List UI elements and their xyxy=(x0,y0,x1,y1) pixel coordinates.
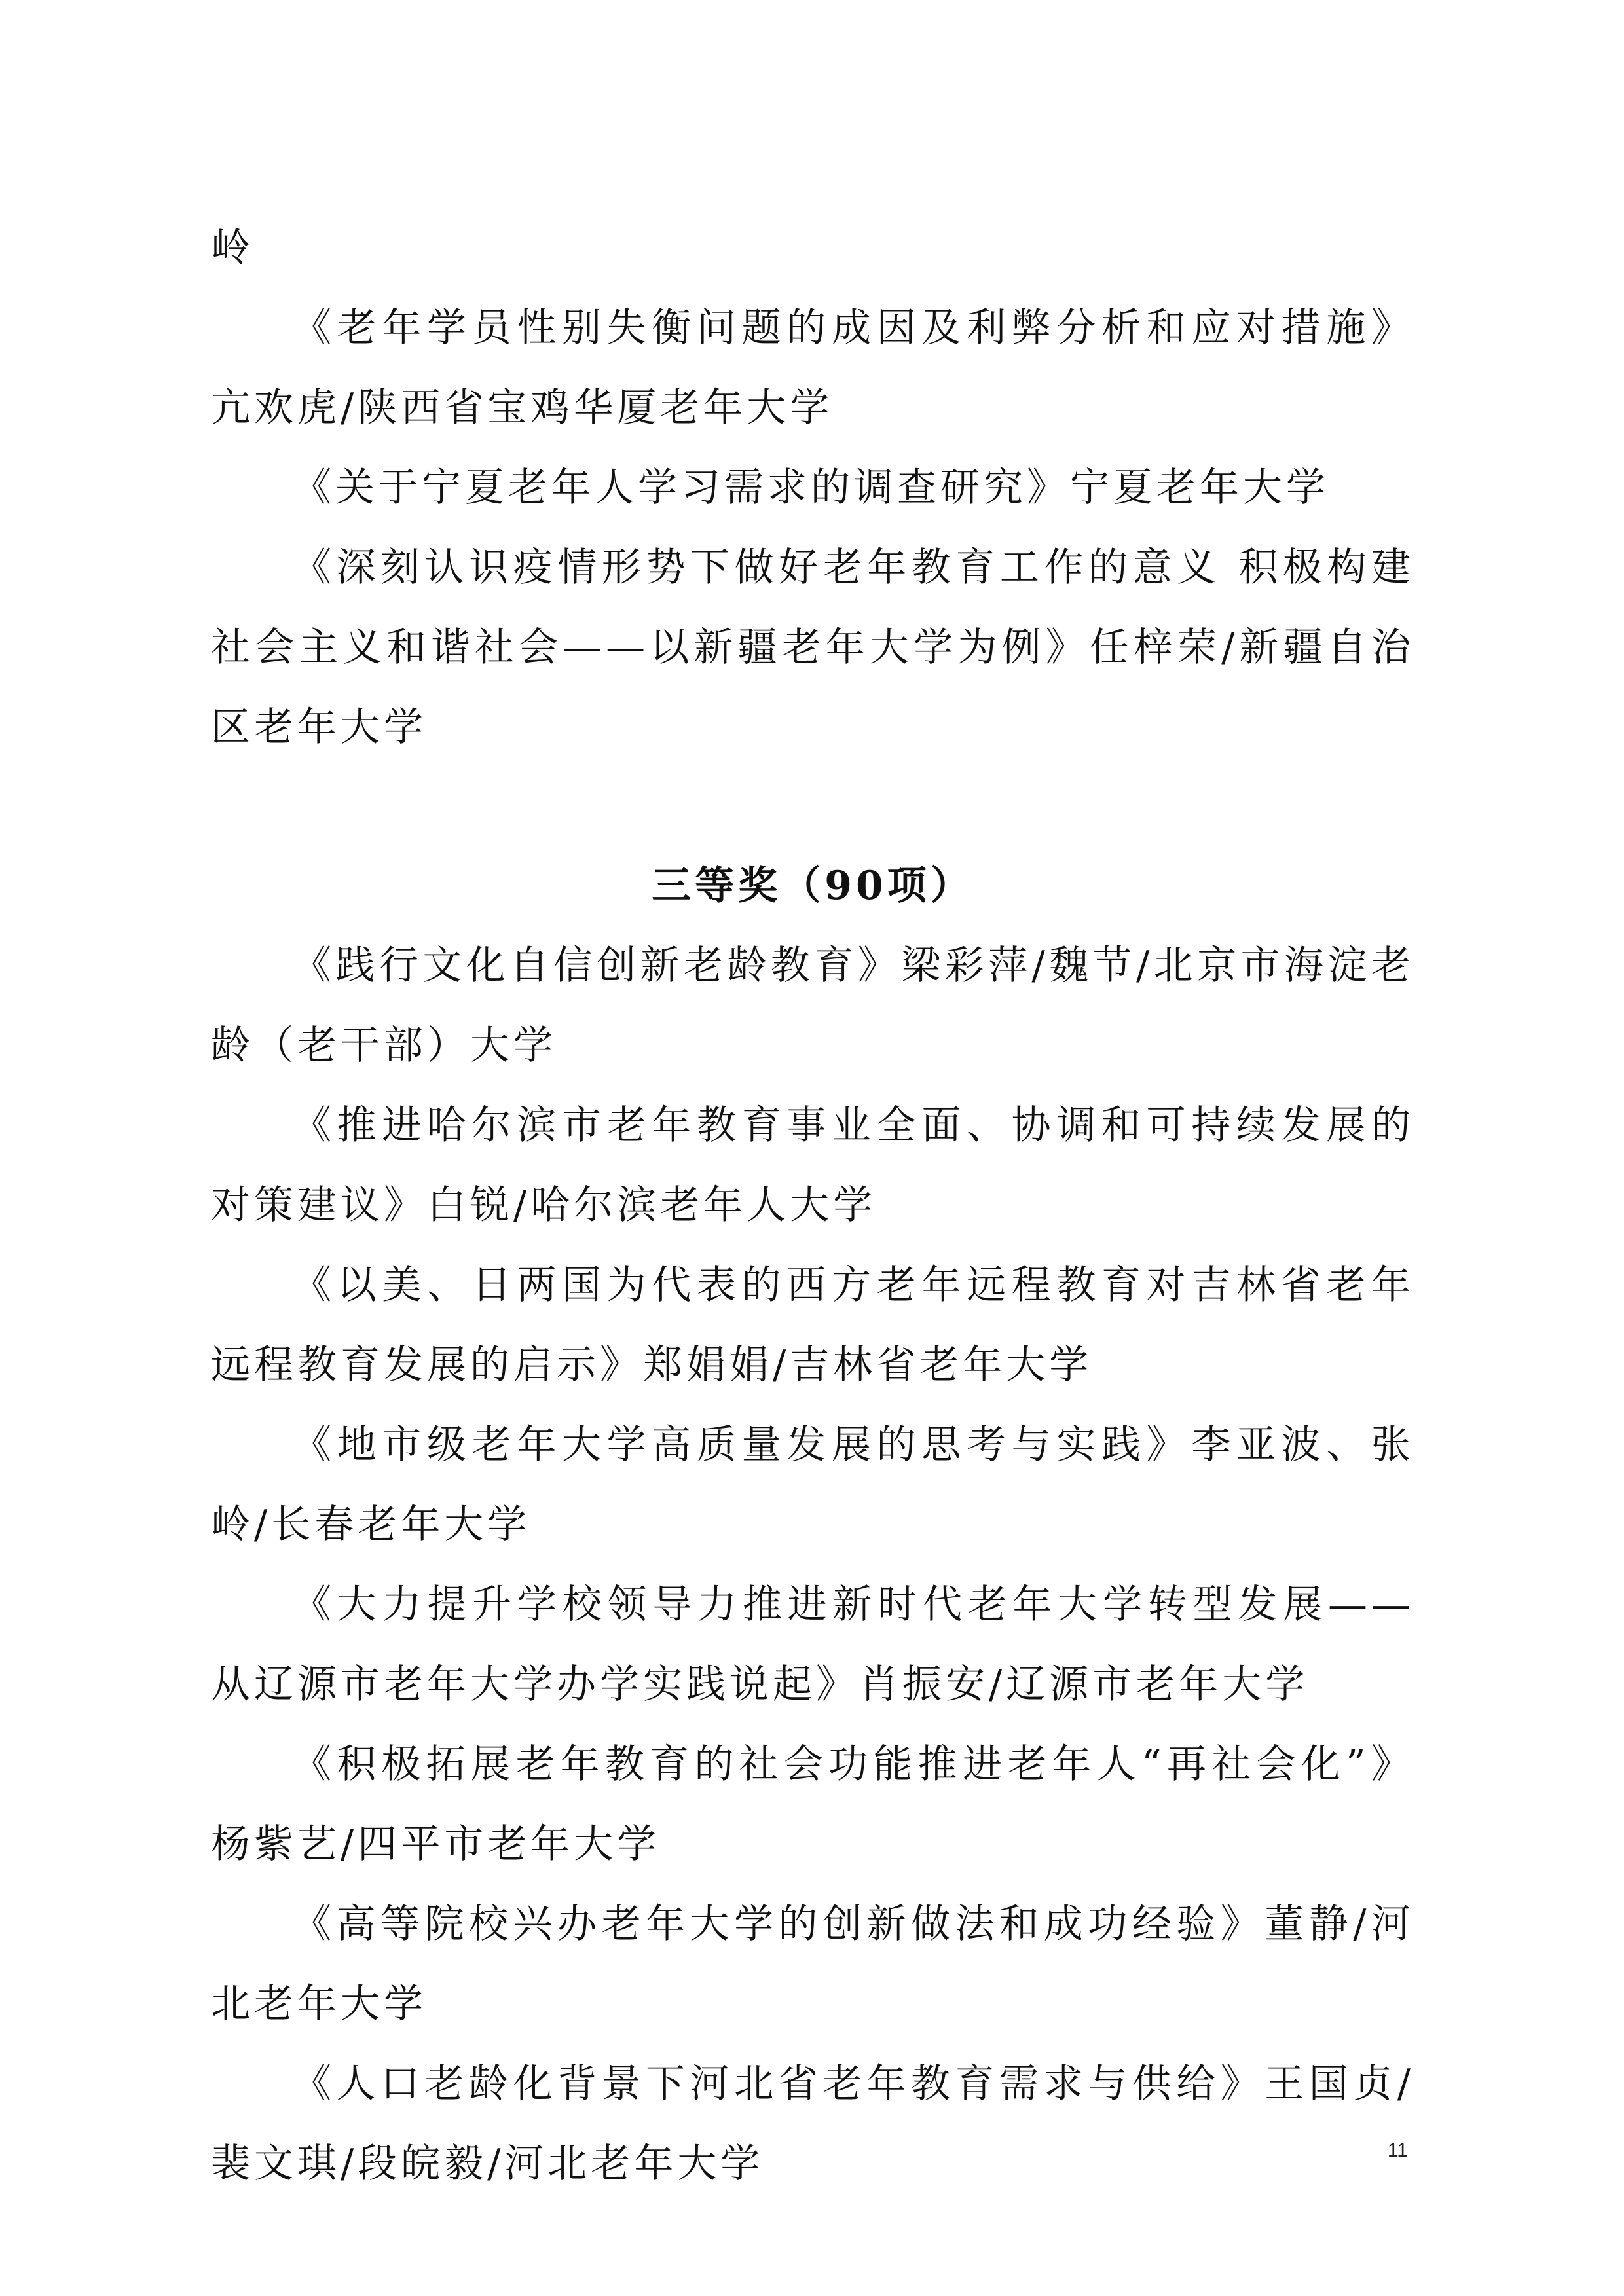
entry-paragraph: 《积极拓展老年教育的社会功能推进老年人“再社会化”》杨紫艺/四平市老年大学 xyxy=(211,1741,1414,1867)
entry-paragraph: 《地市级老年大学高质量发展的思考与实践》李亚波、张岭/长春老年大学 xyxy=(211,1422,1414,1548)
page-number: 11 xyxy=(1387,2140,1408,2161)
entry-paragraph: 《推进哈尔滨市老年教育事业全面、协调和可持续发展的对策建议》白锐/哈尔滨老年人大学 xyxy=(211,1102,1414,1228)
continuation-text: 岭 xyxy=(211,225,254,271)
document-body xyxy=(211,208,1414,2204)
entry-paragraph: 《以美、日两国为代表的西方老年远程教育对吉林省老年远程教育发展的启示》郑娟娟/吉林省老年大学 xyxy=(211,1262,1414,1388)
entry-paragraph: 《践行文化自信创新老龄教育》梁彩萍/魏节/北京市海淀老龄（老干部）大学 xyxy=(211,943,1414,1068)
entry-paragraph: 《高等院校兴办老年大学的创新做法和成功经验》董静/河北老年大学 xyxy=(211,1901,1414,2027)
entry-paragraph: 《深刻认识疫情形势下做好老年教育工作的意义 积极构建社会主义和谐社会——以新疆老年大学为例》任梓荣/新疆自治区老年大学 xyxy=(211,545,1414,750)
entry-paragraph: 《关于宁夏老年人学习需求的调查研究》宁夏老年大学 xyxy=(292,465,1329,511)
entry-paragraph: 《人口老龄化背景下河北省老年教育需求与供给》王国贞/裴文琪/段皖毅/河北老年大学 xyxy=(211,2061,1414,2187)
entry-paragraph: 《老年学员性别失衡问题的成因及利弊分析和应对措施》亢欢虎/陕西省宝鸡华厦老年大学 xyxy=(211,305,1414,431)
section-heading-third-prize: 三等奖（90项） xyxy=(652,863,974,909)
entry-paragraph: 《大力提升学校领导力推进新时代老年大学转型发展——从辽源市老年大学办学实践说起》肖振安/辽源市老年大学 xyxy=(211,1582,1414,1707)
